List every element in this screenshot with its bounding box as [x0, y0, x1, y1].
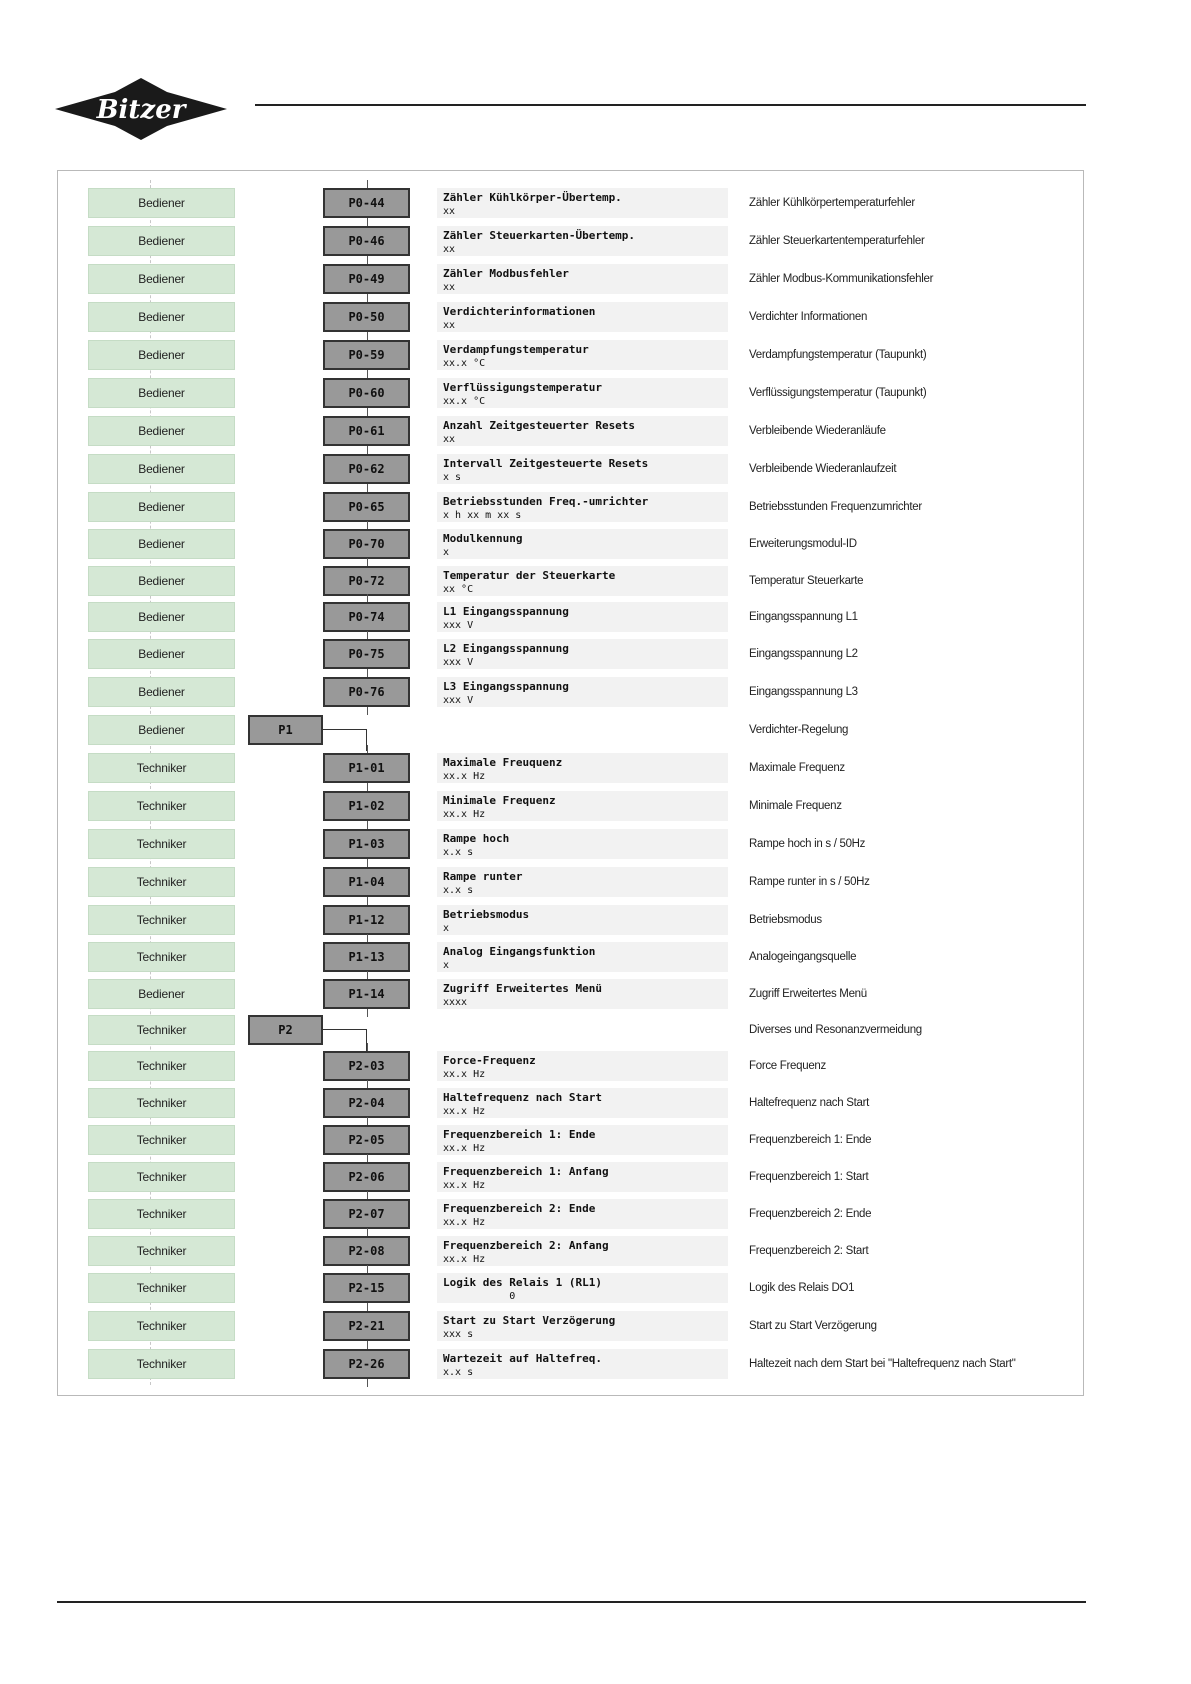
display-value: xx	[443, 244, 456, 255]
parameter-row	[0, 226, 1191, 260]
role-cell: Bediener	[88, 715, 235, 745]
parameter-description: Verdichter Informationen	[749, 311, 868, 323]
display-title: Verdampfungstemperatur	[443, 343, 589, 356]
display-value: xx.x Hz	[443, 1143, 486, 1154]
display-readout	[437, 226, 728, 256]
parameter-description: Eingangsspannung L1	[749, 611, 858, 623]
role-cell: Techniker	[88, 905, 235, 935]
parameter-row	[0, 1051, 1191, 1085]
role-cell: Techniker	[88, 1273, 235, 1303]
tree-connector	[323, 729, 367, 751]
display-readout	[437, 1088, 728, 1118]
parameter-code-box: P1-04	[323, 867, 410, 897]
display-readout	[437, 302, 728, 332]
display-readout	[437, 1051, 728, 1081]
parameter-description: Zugriff Erweitertes Menü	[749, 988, 867, 1000]
display-value: xxx V	[443, 657, 474, 668]
parameter-description: Betriebsstunden Frequenzumrichter	[749, 501, 922, 513]
parameter-row	[0, 454, 1191, 488]
display-readout	[437, 1125, 728, 1155]
display-title: L2 Eingangsspannung	[443, 642, 569, 655]
role-cell: Bediener	[88, 677, 235, 707]
parameter-group-box: P1	[248, 715, 323, 745]
display-title: Logik des Relais 1 (RL1)	[443, 1276, 602, 1289]
role-cell: Techniker	[88, 867, 235, 897]
parameter-description: Verdichter-Regelung	[749, 724, 849, 736]
display-title: Zähler Steuerkarten-Übertemp.	[443, 229, 636, 242]
parameter-row	[0, 529, 1191, 563]
parameter-code-box: P2-08	[323, 1236, 410, 1266]
parameter-code-box: P0-70	[323, 529, 410, 559]
display-title: L3 Eingangsspannung	[443, 680, 569, 693]
role-cell: Bediener	[88, 529, 235, 559]
display-value: xx.x Hz	[443, 1217, 486, 1228]
display-title: Wartezeit auf Haltefreq.	[443, 1352, 602, 1365]
parameter-code-box: P0-49	[323, 264, 410, 294]
display-readout	[437, 753, 728, 783]
display-title: Zähler Kühlkörper-Übertemp.	[443, 191, 622, 204]
parameter-code-box: P0-72	[323, 566, 410, 596]
role-cell: Techniker	[88, 1051, 235, 1081]
display-value: x.x s	[443, 847, 474, 858]
display-title: L1 Eingangsspannung	[443, 605, 569, 618]
display-value: x h xx m xx s	[443, 510, 522, 521]
parameter-description: Rampe hoch in s / 50Hz	[749, 838, 866, 850]
display-readout	[437, 1273, 728, 1303]
display-value: xx.x °C	[443, 358, 486, 369]
display-title: Anzahl Zeitgesteuerter Resets	[443, 419, 636, 432]
display-readout	[437, 979, 728, 1009]
parameter-description: Betriebsmodus	[749, 914, 822, 926]
role-cell: Bediener	[88, 416, 235, 446]
parameter-code-box: P2-06	[323, 1162, 410, 1192]
role-cell: Bediener	[88, 378, 235, 408]
display-value: xx.x Hz	[443, 809, 486, 820]
display-title: Start zu Start Verzögerung	[443, 1314, 616, 1327]
display-value: xx.x Hz	[443, 771, 486, 782]
display-value: xx	[443, 206, 456, 217]
parameter-code-box: P2-03	[323, 1051, 410, 1081]
parameter-code-box: P0-74	[323, 602, 410, 632]
parameter-description: Haltezeit nach dem Start bei "Haltefrequenz nach Start"	[749, 1358, 1016, 1370]
role-cell: Bediener	[88, 602, 235, 632]
role-cell: Techniker	[88, 1162, 235, 1192]
display-readout	[437, 791, 728, 821]
role-cell: Bediener	[88, 454, 235, 484]
display-title: Force-Frequenz	[443, 1054, 536, 1067]
role-cell: Bediener	[88, 979, 235, 1009]
parameter-row	[0, 829, 1191, 863]
display-value: xx.x Hz	[443, 1180, 486, 1191]
display-title: Verflüssigungstemperatur	[443, 381, 602, 394]
parameter-code-box: P2-07	[323, 1199, 410, 1229]
display-readout	[437, 529, 728, 559]
parameter-code-box: P2-05	[323, 1125, 410, 1155]
display-title: Rampe runter	[443, 870, 523, 883]
display-readout	[437, 566, 728, 596]
display-readout	[437, 1311, 728, 1341]
parameter-row	[0, 378, 1191, 412]
parameter-row	[0, 942, 1191, 976]
role-cell: Techniker	[88, 1199, 235, 1229]
parameter-code-box: P0-65	[323, 492, 410, 522]
display-value: x.x s	[443, 885, 474, 896]
parameter-description: Erweiterungsmodul-ID	[749, 538, 857, 550]
display-value: 0	[443, 1291, 516, 1302]
parameter-description: Frequenzbereich 1: Ende	[749, 1134, 872, 1146]
role-cell: Techniker	[88, 1349, 235, 1379]
display-title: Frequenzbereich 1: Ende	[443, 1128, 596, 1141]
parameter-code-box: P0-44	[323, 188, 410, 218]
display-title: Verdichterinformationen	[443, 305, 596, 318]
display-value: x.x s	[443, 1367, 474, 1378]
parameter-description: Zähler Kühlkörpertemperaturfehler	[749, 197, 915, 209]
tree-connector	[323, 1029, 367, 1051]
display-value: xxx V	[443, 620, 474, 631]
display-title: Analog Eingangsfunktion	[443, 945, 596, 958]
parameter-description: Logik des Relais DO1	[749, 1282, 855, 1294]
display-readout	[437, 264, 728, 294]
parameter-description: Verbleibende Wiederanläufe	[749, 425, 886, 437]
display-readout	[437, 905, 728, 935]
display-title: Zähler Modbusfehler	[443, 267, 569, 280]
display-title: Zugriff Erweitertes Menü	[443, 982, 602, 995]
parameter-description: Eingangsspannung L3	[749, 686, 858, 698]
role-cell: Bediener	[88, 639, 235, 669]
role-cell: Techniker	[88, 829, 235, 859]
parameter-description: Haltefrequenz nach Start	[749, 1097, 870, 1109]
parameter-code-box: P2-04	[323, 1088, 410, 1118]
parameter-row	[0, 302, 1191, 336]
parameter-row	[0, 340, 1191, 374]
parameter-code-box: P0-50	[323, 302, 410, 332]
parameter-group-box: P2	[248, 1015, 323, 1045]
parameter-description: Diverses und Resonanzvermeidung	[749, 1024, 922, 1036]
parameter-description: Verbleibende Wiederanlaufzeit	[749, 463, 897, 475]
parameter-description: Frequenzbereich 2: Ende	[749, 1208, 872, 1220]
display-readout	[437, 1162, 728, 1192]
display-readout	[437, 454, 728, 484]
display-readout	[437, 829, 728, 859]
display-readout	[437, 378, 728, 408]
parameter-code-box: P2-26	[323, 1349, 410, 1379]
display-title: Frequenzbereich 1: Anfang	[443, 1165, 609, 1178]
parameter-row	[0, 1236, 1191, 1270]
role-cell: Bediener	[88, 340, 235, 370]
display-readout	[437, 492, 728, 522]
display-value: xx	[443, 320, 456, 331]
display-readout	[437, 1199, 728, 1229]
role-cell: Techniker	[88, 1015, 235, 1045]
display-value: x s	[443, 472, 462, 483]
parameter-description: Temperatur Steuerkarte	[749, 575, 864, 587]
display-title: Frequenzbereich 2: Anfang	[443, 1239, 609, 1252]
parameter-description: Verflüssigungstemperatur (Taupunkt)	[749, 387, 927, 399]
parameter-description: Verdampfungstemperatur (Taupunkt)	[749, 349, 927, 361]
display-readout	[437, 942, 728, 972]
display-title: Temperatur der Steuerkarte	[443, 569, 616, 582]
display-readout	[437, 677, 728, 707]
display-value: xxx V	[443, 695, 474, 706]
logo-wordmark: Bitzer	[96, 95, 186, 125]
parameter-description: Zähler Steuerkartentemperaturfehler	[749, 235, 925, 247]
display-value: xx °C	[443, 584, 474, 595]
parameter-code-box: P0-59	[323, 340, 410, 370]
display-title: Modulkennung	[443, 532, 523, 545]
parameter-row	[0, 753, 1191, 787]
display-title: Maximale Freuquenz	[443, 756, 563, 769]
parameter-code-box: P1-02	[323, 791, 410, 821]
display-readout	[437, 602, 728, 632]
display-title: Haltefrequenz nach Start	[443, 1091, 602, 1104]
parameter-code-box: P1-12	[323, 905, 410, 935]
parameter-code-box: P0-60	[323, 378, 410, 408]
role-cell: Techniker	[88, 1125, 235, 1155]
display-value: xx.x Hz	[443, 1069, 486, 1080]
role-cell: Bediener	[88, 264, 235, 294]
role-cell: Bediener	[88, 492, 235, 522]
display-title: Intervall Zeitgesteuerte Resets	[443, 457, 649, 470]
role-cell: Bediener	[88, 302, 235, 332]
parameter-description: Frequenzbereich 2: Start	[749, 1245, 869, 1257]
display-value: xx.x Hz	[443, 1106, 486, 1117]
parameter-description: Frequenzbereich 1: Start	[749, 1171, 869, 1183]
role-cell: Techniker	[88, 942, 235, 972]
display-readout	[437, 188, 728, 218]
parameter-code-box: P0-76	[323, 677, 410, 707]
display-readout	[437, 867, 728, 897]
parameter-description: Zähler Modbus-Kommunikationsfehler	[749, 273, 934, 285]
role-cell: Techniker	[88, 1236, 235, 1266]
parameter-description: Maximale Frequenz	[749, 762, 845, 774]
parameter-code-box: P1-03	[323, 829, 410, 859]
parameter-row	[0, 979, 1191, 1013]
parameter-code-box: P2-21	[323, 1311, 410, 1341]
parameter-row	[0, 602, 1191, 636]
parameter-code-box: P0-75	[323, 639, 410, 669]
display-value: xxx s	[443, 1329, 474, 1340]
footer-rule	[57, 1601, 1086, 1603]
display-readout	[437, 416, 728, 446]
display-value: xx.x Hz	[443, 1254, 486, 1265]
display-readout	[437, 1236, 728, 1266]
parameter-row	[0, 416, 1191, 450]
role-cell: Techniker	[88, 1088, 235, 1118]
parameter-code-box: P0-61	[323, 416, 410, 446]
parameter-row	[0, 1273, 1191, 1307]
parameter-code-box: P1-01	[323, 753, 410, 783]
display-value: x	[443, 547, 450, 558]
parameter-row	[0, 1088, 1191, 1122]
display-title: Betriebsmodus	[443, 908, 530, 921]
display-readout	[437, 1349, 728, 1379]
parameter-description: Eingangsspannung L2	[749, 648, 858, 660]
display-title: Rampe hoch	[443, 832, 510, 845]
role-cell: Techniker	[88, 753, 235, 783]
display-value: x	[443, 960, 450, 971]
parameter-row	[0, 566, 1191, 600]
parameter-row	[0, 188, 1191, 222]
role-cell: Techniker	[88, 791, 235, 821]
parameter-description: Minimale Frequenz	[749, 800, 842, 812]
parameter-description: Force Frequenz	[749, 1060, 826, 1072]
parameter-row	[0, 1162, 1191, 1196]
parameter-row	[0, 1311, 1191, 1345]
role-cell: Bediener	[88, 226, 235, 256]
parameter-code-box: P0-46	[323, 226, 410, 256]
parameter-code-box: P1-13	[323, 942, 410, 972]
parameter-row	[0, 264, 1191, 298]
display-value: xx.x °C	[443, 396, 486, 407]
parameter-row	[0, 905, 1191, 939]
display-readout	[437, 639, 728, 669]
parameter-code-box: P0-62	[323, 454, 410, 484]
display-title: Minimale Frequenz	[443, 794, 556, 807]
parameter-row	[0, 1199, 1191, 1233]
parameter-row	[0, 791, 1191, 825]
display-value: xx	[443, 434, 456, 445]
display-title: Frequenzbereich 2: Ende	[443, 1202, 596, 1215]
display-readout	[437, 340, 728, 370]
role-cell: Techniker	[88, 1311, 235, 1341]
parameter-description: Start zu Start Verzögerung	[749, 1320, 877, 1332]
role-cell: Bediener	[88, 566, 235, 596]
role-cell: Bediener	[88, 188, 235, 218]
parameter-row	[0, 677, 1191, 711]
parameter-code-box: P2-15	[323, 1273, 410, 1303]
display-value: xx	[443, 282, 456, 293]
parameter-row	[0, 1349, 1191, 1383]
parameter-description: Analogeingangsquelle	[749, 951, 857, 963]
parameter-row	[0, 867, 1191, 901]
parameter-row	[0, 1125, 1191, 1159]
parameter-row	[0, 715, 1191, 749]
display-value: x	[443, 923, 450, 934]
parameter-row	[0, 492, 1191, 526]
display-value: xxxx	[443, 997, 468, 1008]
display-title: Betriebsstunden Freq.-umrichter	[443, 495, 649, 508]
parameter-description: Rampe runter in s / 50Hz	[749, 876, 870, 888]
parameter-code-box: P1-14	[323, 979, 410, 1009]
parameter-row	[0, 1015, 1191, 1049]
parameter-row	[0, 639, 1191, 673]
